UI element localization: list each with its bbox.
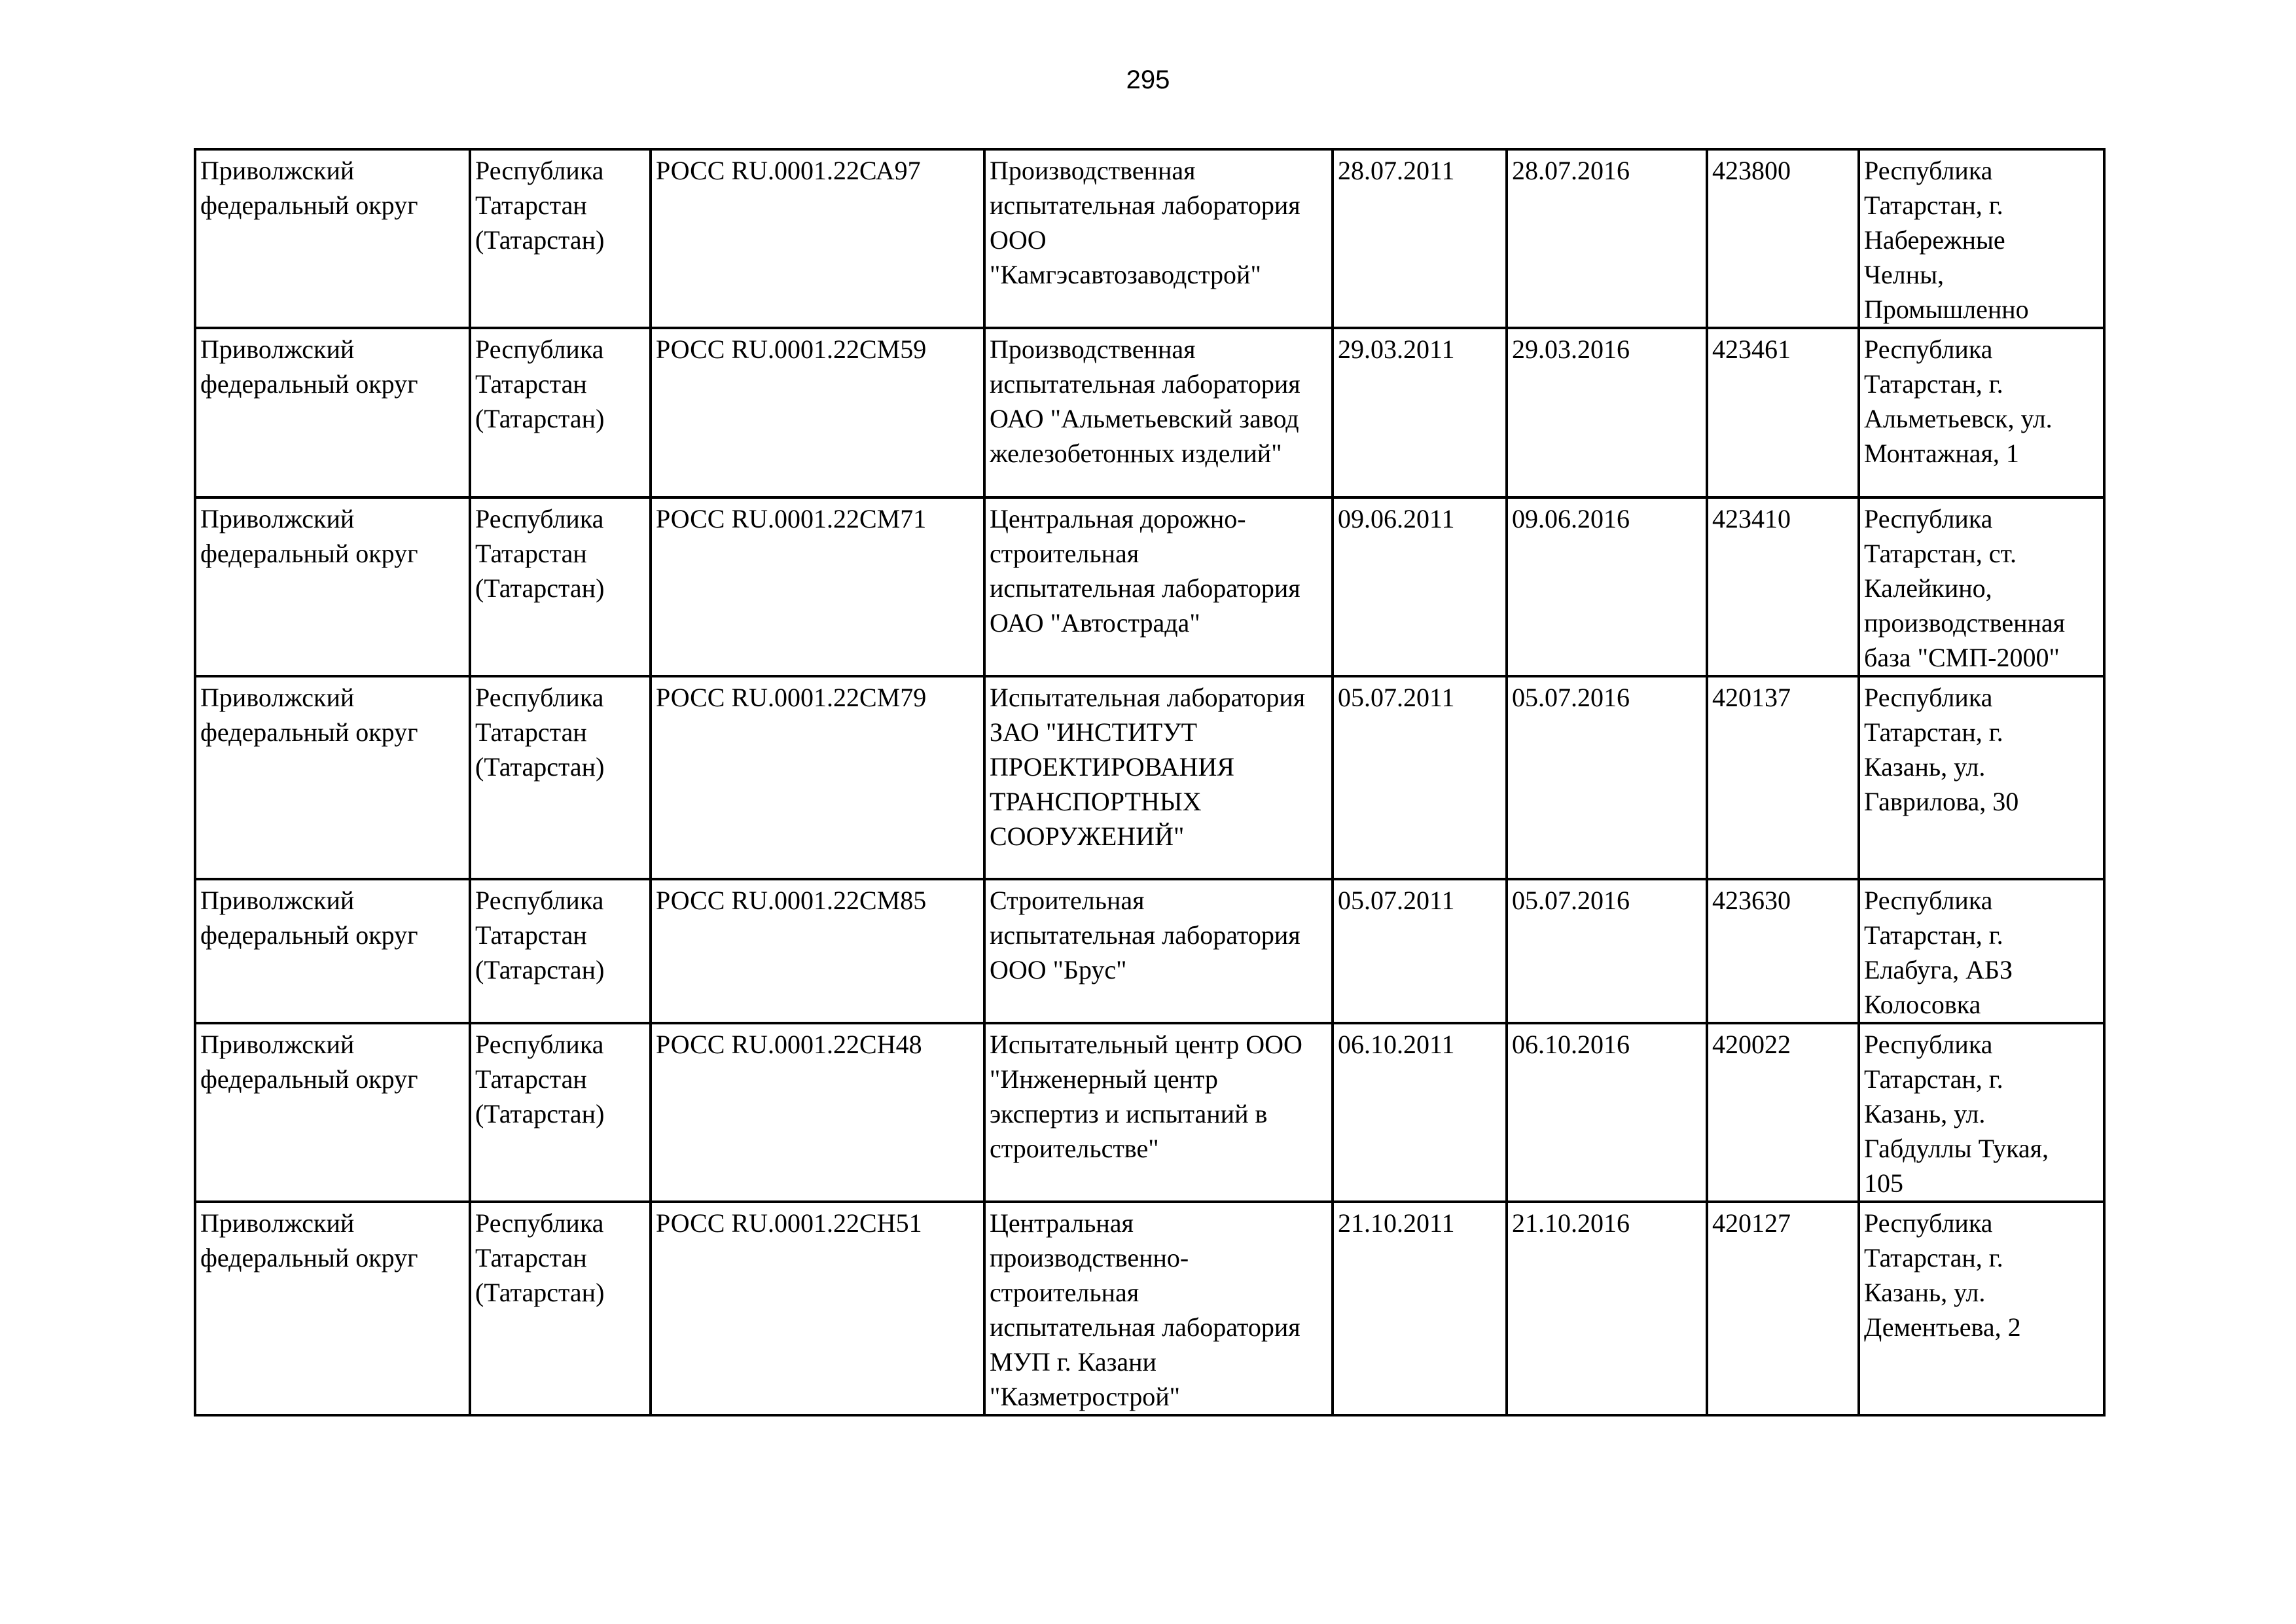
- postal-index-cell: 423800: [1707, 149, 1859, 328]
- date-to-cell: 06.10.2016: [1507, 1023, 1707, 1202]
- table-row: [195, 676, 2104, 879]
- date-from-cell: 09.06.2011: [1333, 497, 1507, 676]
- district-cell: Приволжский федеральный округ: [195, 1202, 470, 1415]
- laboratory-name-cell: Испытательный центр ООО "Инженерный центр экспертиз и испытаний в строительстве": [984, 1023, 1333, 1202]
- postal-index-cell: 420127: [1707, 1202, 1859, 1415]
- date-from-cell: 29.03.2011: [1333, 328, 1507, 497]
- date-to-cell: 21.10.2016: [1507, 1202, 1707, 1415]
- date-to-cell: 05.07.2016: [1507, 879, 1707, 1023]
- district-cell: Приволжский федеральный округ: [195, 1023, 470, 1202]
- page-number: 295: [1126, 65, 1170, 94]
- certificate-code-cell: РОСС RU.0001.22СМ59: [651, 328, 984, 497]
- certificate-code-cell: РОСС RU.0001.22СА97: [651, 149, 984, 328]
- postal-index-cell: 420022: [1707, 1023, 1859, 1202]
- table-row: [195, 1023, 2104, 1202]
- certificate-code-cell: РОСС RU.0001.22СМ79: [651, 676, 984, 879]
- region-cell: Республика Татарстан (Татарстан): [470, 149, 651, 328]
- date-to-cell: 09.06.2016: [1507, 497, 1707, 676]
- region-cell: Республика Татарстан (Татарстан): [470, 676, 651, 879]
- address-cell: Республика Татарстан, г. Казань, ул. Дементьева, 2: [1859, 1202, 2104, 1415]
- laboratory-name-cell: Производственная испытательная лаборатория ОАО "Альметьевский завод железобетонных изделий": [984, 328, 1333, 497]
- date-to-cell: 05.07.2016: [1507, 676, 1707, 879]
- address-cell: Республика Татарстан, г. Казань, ул. Гаврилова, 30: [1859, 676, 2104, 879]
- region-cell: Республика Татарстан (Татарстан): [470, 879, 651, 1023]
- postal-index-cell: 423410: [1707, 497, 1859, 676]
- table-row: [195, 149, 2104, 328]
- district-cell: Приволжский федеральный округ: [195, 879, 470, 1023]
- date-to-cell: 29.03.2016: [1507, 328, 1707, 497]
- date-to-cell: 28.07.2016: [1507, 149, 1707, 328]
- date-from-cell: 28.07.2011: [1333, 149, 1507, 328]
- district-cell: Приволжский федеральный округ: [195, 497, 470, 676]
- address-cell: Республика Татарстан, г. Альметьевск, ул. Монтажная, 1: [1859, 328, 2104, 497]
- address-cell: Республика Татарстан, г. Казань, ул. Габдуллы Тукая, 105: [1859, 1023, 2104, 1202]
- postal-index-cell: 420137: [1707, 676, 1859, 879]
- address-cell: Республика Татарстан, г. Елабуга, АБЗ Колосовка: [1859, 879, 2104, 1023]
- region-cell: Республика Татарстан (Татарстан): [470, 497, 651, 676]
- table-row: [195, 328, 2104, 497]
- date-from-cell: 05.07.2011: [1333, 676, 1507, 879]
- postal-index-cell: 423630: [1707, 879, 1859, 1023]
- address-cell: Республика Татарстан, ст. Калейкино, производственная база "СМП-2000": [1859, 497, 2104, 676]
- table-row: [195, 879, 2104, 1023]
- date-from-cell: 21.10.2011: [1333, 1202, 1507, 1415]
- region-cell: Республика Татарстан (Татарстан): [470, 1202, 651, 1415]
- laboratory-name-cell: Центральная производственно- строительная испытательная лаборатория МУП г. Казани "Казметрострой": [984, 1202, 1333, 1415]
- region-cell: Республика Татарстан (Татарстан): [470, 328, 651, 497]
- laboratory-name-cell: Производственная испытательная лаборатория ООО "Камгэсавтозаводстрой": [984, 149, 1333, 328]
- laboratory-name-cell: Строительная испытательная лаборатория ООО "Брус": [984, 879, 1333, 1023]
- date-from-cell: 06.10.2011: [1333, 1023, 1507, 1202]
- postal-index-cell: 423461: [1707, 328, 1859, 497]
- table-row: [195, 1202, 2104, 1415]
- region-cell: Республика Татарстан (Татарстан): [470, 1023, 651, 1202]
- district-cell: Приволжский федеральный округ: [195, 676, 470, 879]
- laboratory-name-cell: Центральная дорожно- строительная испытательная лаборатория ОАО "Автострада": [984, 497, 1333, 676]
- certificate-code-cell: РОСС RU.0001.22СМ71: [651, 497, 984, 676]
- district-cell: Приволжский федеральный округ: [195, 149, 470, 328]
- district-cell: Приволжский федеральный округ: [195, 328, 470, 497]
- date-from-cell: 05.07.2011: [1333, 879, 1507, 1023]
- certificate-code-cell: РОСС RU.0001.22СМ85: [651, 879, 984, 1023]
- certificate-code-cell: РОСС RU.0001.22СН48: [651, 1023, 984, 1202]
- certificate-code-cell: РОСС RU.0001.22СН51: [651, 1202, 984, 1415]
- table-row: [195, 497, 2104, 676]
- registry-table: [194, 148, 2106, 1416]
- address-cell: Республика Татарстан, г. Набережные Челны, Промышленно: [1859, 149, 2104, 328]
- laboratory-name-cell: Испытательная лаборатория ЗАО "ИНСТИТУТ ПРОЕКТИРОВАНИЯ ТРАНСПОРТНЫХ СООРУЖЕНИЙ": [984, 676, 1333, 879]
